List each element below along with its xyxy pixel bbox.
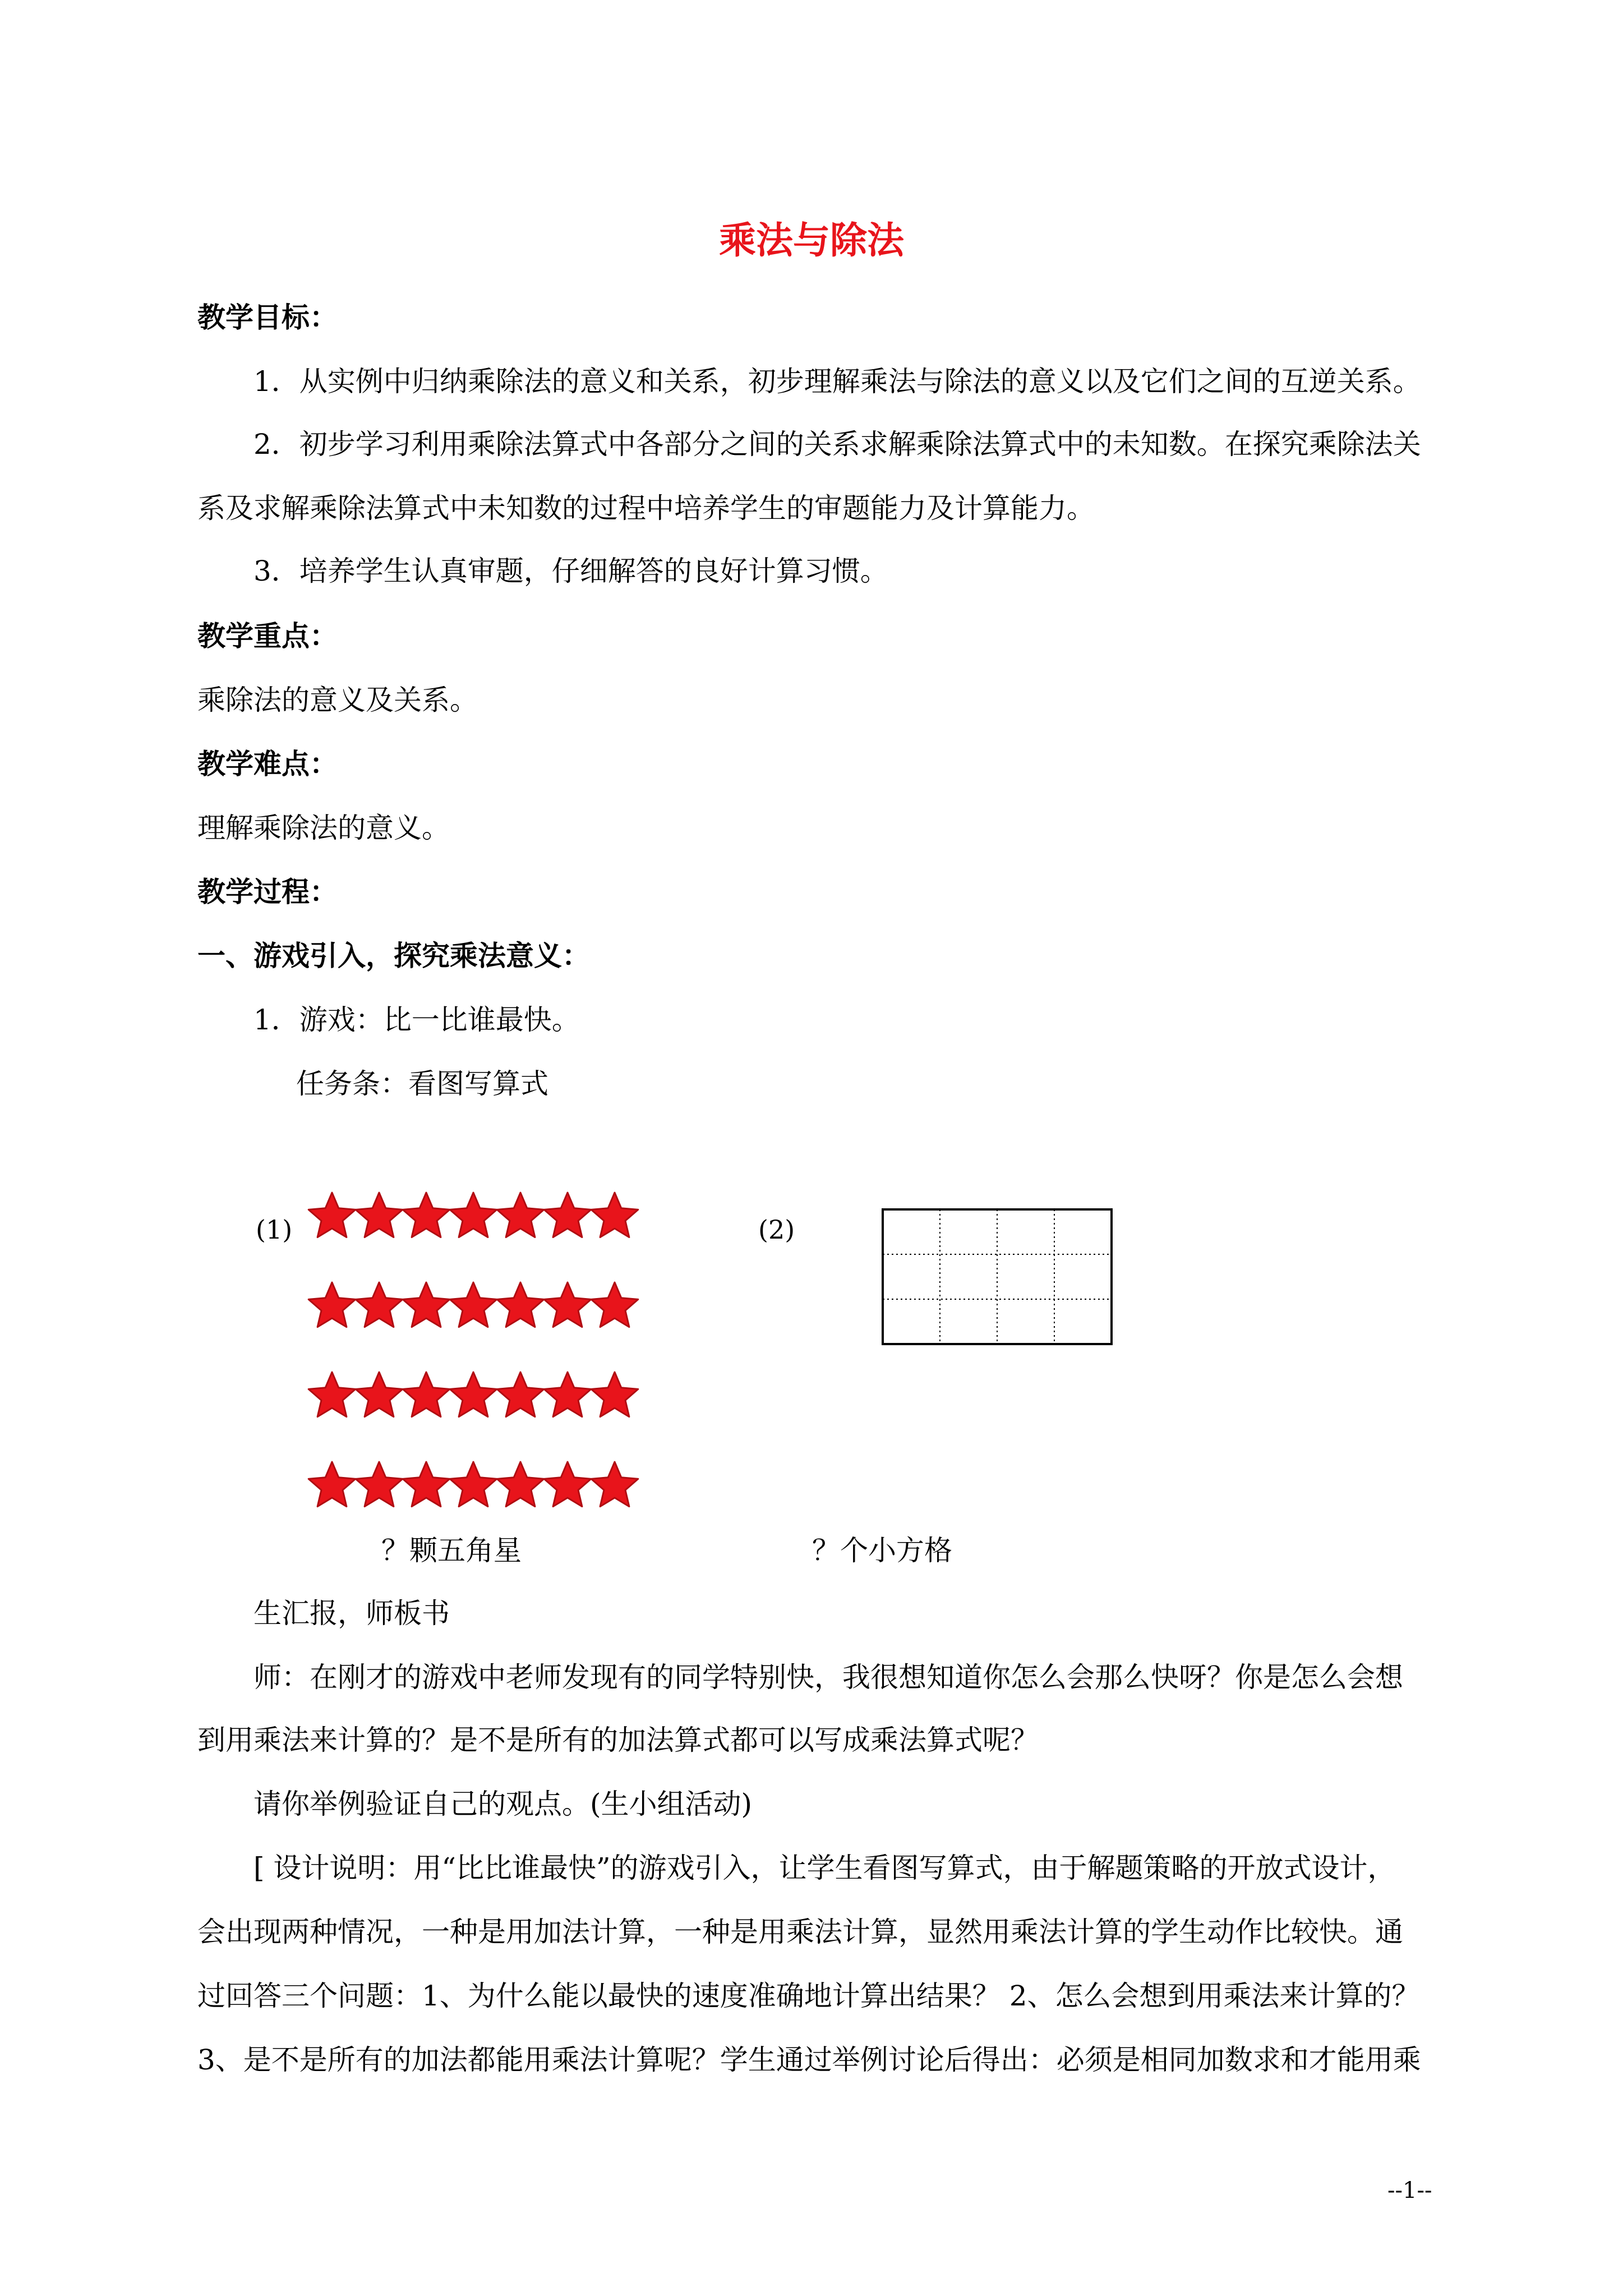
star-2-6	[544, 1282, 591, 1327]
process-heading: 教学过程：	[197, 875, 338, 908]
document-title: 乘法与除法	[719, 218, 904, 262]
star-1-6	[544, 1193, 591, 1237]
section-1-heading: 一、游戏引入，探究乘法意义：	[197, 939, 590, 972]
difficulty-heading: 教学难点：	[197, 747, 338, 780]
star-3-2	[356, 1372, 403, 1417]
figure-2-label: (2)	[758, 1214, 795, 1245]
figure-1-caption: ？颗五角星	[381, 1534, 522, 1567]
body-line-1: 生汇报，师板书	[253, 1597, 450, 1630]
star-2-7	[591, 1282, 638, 1327]
star-2-5	[497, 1282, 544, 1327]
body-line-8: 3、是不是所有的加法都能用乘法计算呢？学生通过举例讨论后得出：必须是相同加数求和才能用乘	[197, 2044, 1421, 2076]
objective-item-2: 2．初步学习利用乘除法算式中各部分之间的关系求解乘除法算式中的未知数。在探究乘除法关	[253, 428, 1421, 461]
star-4-2	[356, 1462, 403, 1507]
objective-item-3: 3．培养学生认真审题，仔细解答的良好计算习惯。	[253, 555, 888, 587]
difficulty-text: 理解乘除法的意义。	[197, 812, 450, 844]
star-3-3	[403, 1372, 450, 1417]
square-grid-figure	[882, 1208, 1113, 1345]
star-2-2	[356, 1282, 403, 1327]
objective-item-2-continued: 系及求解乘除法算式中未知数的过程中培养学生的审题能力及计算能力。	[197, 492, 1095, 524]
star-4-1	[308, 1462, 356, 1507]
task-strip: 任务条：看图写算式	[296, 1068, 548, 1100]
key-point-heading: 教学重点：	[197, 619, 338, 652]
objective-item-1: 1．从实例中归纳乘除法的意义和关系，初步理解乘法与除法的意义以及它们之间的互逆关系。	[253, 365, 1421, 398]
star-3-4	[450, 1372, 497, 1417]
body-line-3: 到用乘法来计算的？是不是所有的加法算式都可以写成乘法算式呢？	[197, 1724, 1039, 1756]
star-3-1	[308, 1372, 356, 1417]
star-4-4	[450, 1462, 497, 1507]
page-number: --1--	[1387, 2178, 1432, 2203]
star-2-3	[403, 1282, 450, 1327]
game-item: 1．游戏：比一比谁最快。	[253, 1004, 580, 1036]
body-line-6: 会出现两种情况，一种是用加法计算，一种是用乘法计算，显然用乘法计算的学生动作比较快。通	[197, 1916, 1403, 1948]
star-3-6	[544, 1372, 591, 1417]
key-point-text: 乘除法的意义及关系。	[197, 684, 478, 716]
star-array-figure	[307, 1189, 644, 1520]
body-line-7: 过回答三个问题：1、为什么能以最快的速度准确地计算出结果？ 2、怎么会想到用乘法来计算的？	[197, 1980, 1420, 2012]
figure-2-caption: ？个小方格	[812, 1534, 952, 1567]
body-line-2: 师：在刚才的游戏中老师发现有的同学特别快，我很想知道你怎么会那么快呀？你是怎么会想	[253, 1661, 1403, 1694]
objectives-heading: 教学目标：	[197, 301, 338, 334]
star-1-2	[356, 1193, 403, 1237]
star-2-1	[308, 1282, 356, 1327]
star-3-7	[591, 1372, 638, 1417]
star-4-3	[403, 1462, 450, 1507]
star-1-7	[591, 1193, 638, 1237]
body-line-4: 请你举例验证自己的观点。(生小组活动)	[253, 1788, 753, 1820]
star-4-7	[591, 1462, 638, 1507]
star-1-1	[308, 1193, 356, 1237]
star-1-5	[497, 1193, 544, 1237]
star-4-5	[497, 1462, 544, 1507]
star-1-3	[403, 1193, 450, 1237]
star-2-4	[450, 1282, 497, 1327]
figure-1-label: (1)	[256, 1214, 293, 1245]
star-3-5	[497, 1372, 544, 1417]
star-1-4	[450, 1193, 497, 1237]
body-line-5: [ 设计说明：用“比比谁最快”的游戏引入，让学生看图写算式，由于解题策略的开放式设计，	[253, 1852, 1396, 1884]
star-4-6	[544, 1462, 591, 1507]
